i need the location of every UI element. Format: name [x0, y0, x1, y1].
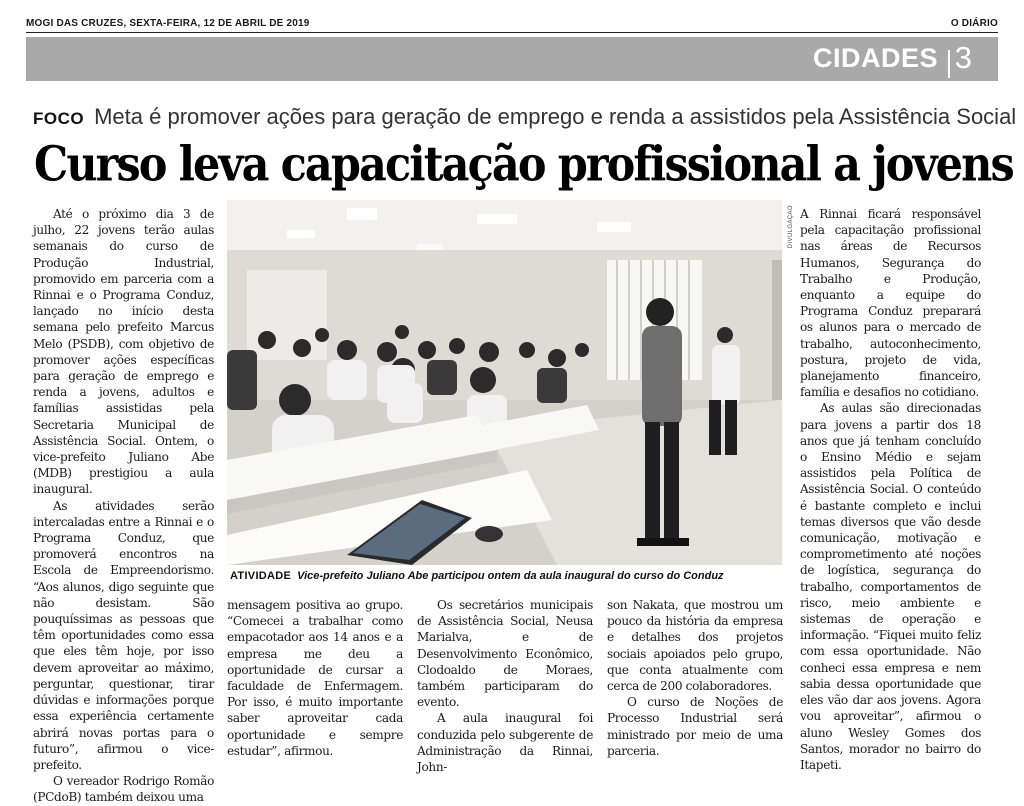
article-photo: [227, 200, 782, 565]
paragraph: O vereador Rodrigo Romão (PCdoB) também deixou uma: [33, 774, 214, 805]
masthead: [26, 18, 998, 32]
caption-text: Vice-prefeito Juliano Abe participou ontem da aula inaugural do curso do Conduz: [297, 570, 724, 582]
newspaper-name: O DIÁRIO: [950, 18, 998, 29]
photo-caption: [230, 570, 724, 582]
page-number: 3: [954, 40, 972, 75]
caption-tag: ATIVIDADE: [230, 570, 292, 582]
section-name: CIDADES: [812, 43, 938, 73]
paragraph: As atividades serão intercaladas entre a Rinnai e o Programa Conduz, que promoverá encontros na Escola de Empreendorismo. “Aos alunos, digo seguinte que não desistam. São pouquíssimas as pessoas que têm oportunidades como essa que eles têm hoje, por isso devem aproveitar ao máximo, perguntar, questionar, tirar dúvidas e informações porque essa experiência certamente abrirá novas portas para o futuro”, afirmou o vice-prefeito.: [33, 498, 214, 772]
kicker: [33, 104, 1016, 130]
paragraph: A Rinnai ficará responsável pela capacitação profissional nas áreas de Recursos Humanos, Segurança do Trabalho e Produção, enquanto a equipe do Programa Conduz preparará os alunos para o mercado de trabalho, autoconhecimento, postura, projeto de vida, planejamento financeiro, família e desafios no cotidiano.: [800, 207, 981, 400]
article-column-3: [417, 597, 593, 775]
paragraph: son Nakata, que mostrou um pouco da história da empresa e detalhes dos projetos sociais apoiados pelo grupo, que conta atualmente com cerca de 200 colaboradores.: [607, 598, 783, 694]
kicker-tag: FOCO: [33, 109, 85, 128]
article-column-4: [607, 597, 783, 759]
paragraph: A aula inaugural foi conduzida pelo subgerente de Administração da Rinnai, John-: [417, 711, 593, 775]
article-column-5: [800, 206, 981, 773]
headline: Curso leva capacitação profissional a jovens: [34, 137, 1013, 193]
dateline: MOGI DAS CRUZES, SEXTA-FEIRA, 12 DE ABRIL DE 2019: [26, 18, 310, 29]
photo-credit: DIVULGAÇÃO: [788, 205, 794, 249]
paragraph: Até o próximo dia 3 de julho, 22 jovens terão aulas semanais do curso de Produção Industrial, promovido em parceria com a Rinnai e o Programa Conduz, lançado no início desta semana pelo prefeito Marcus Melo (PSDB), com objetivo de promover ações específicas para geração de emprego e renda a jovens, adultos e famílias assistidas pela Secretaria Municipal de Assistência Social. Ontem, o vice-prefeito Juliano Abe (MDB) prestigiou a aula inaugural.: [33, 207, 214, 497]
paragraph: O curso de Noções de Processo Industrial será ministrado por meio de uma parceria.: [607, 695, 783, 758]
article-column-1: [33, 206, 214, 806]
paragraph: As aulas são direcionadas para jovens a partir dos 18 anos que já tenham concluído o Ensino Médio e sejam assistidos pela Política de Assistência Social. O conteúdo é bastante completo e inclui temas diversos que vão desde comunicação, motivação e comprometimento até noções de logística, segurança do trabalho, comportamentos de risco, meio ambiente e sistemas de operação e informação. “Fiquei muito feliz com essa oportunidade. Não conheci essa empresa e nem sabia dessa oportunidade que eles vão dar aos jovens. Agora vou aproveitar”, afirmou o aluno Wesley Gomes dos Santos, morador no bairro do Itapeti.: [800, 401, 981, 772]
article-column-2: [227, 597, 403, 759]
section-bar: [26, 37, 998, 81]
masthead-rule: [26, 32, 998, 33]
classroom-photo: [227, 200, 782, 565]
section-separator: [948, 50, 950, 78]
kicker-text: Meta é promover ações para geração de emprego e renda a assistidos pela Assistência Social: [94, 104, 1017, 129]
paragraph: mensagem positiva ao grupo. “Comecei a trabalhar como empacotador aos 14 anos e a empresa me deu a oportunidade de cursar a faculdade de Enfermagem. Por isso, é muito importante saber aproveitar cada oportunidade e sempre estudar”, afirmou.: [227, 598, 403, 758]
paragraph: Os secretários municipais de Assistência Social, Neusa Marialva, e de Desenvolvimento Econômico, Clodoaldo de Moraes, também participaram do evento.: [417, 598, 593, 710]
